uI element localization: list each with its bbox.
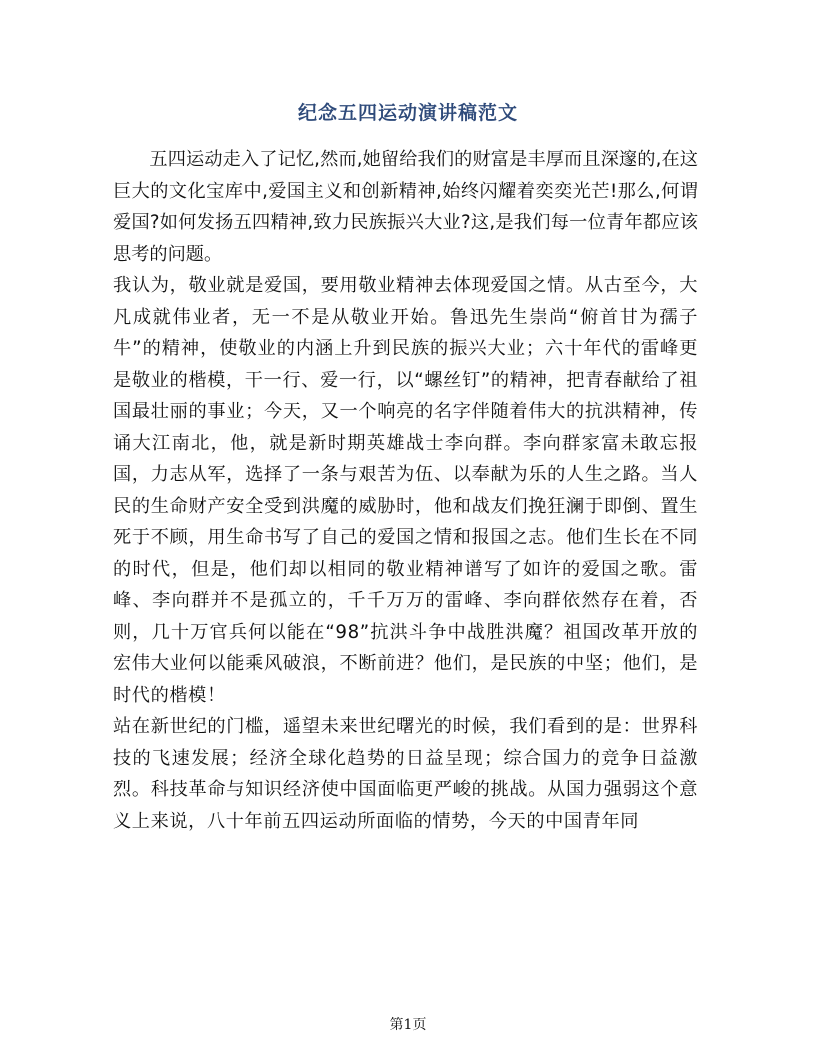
paragraph-2: 我认为，敬业就是爱国，要用敬业精神去体现爱国之情。从古至今，大凡成就伟业者，无一不是从敬业开始。鲁迅先生崇尚“俯首甘为孺子牛”的精神，使敬业的内涵上升到民族的振兴大业；六十年代的雷峰更是敬业的楷模，干一行、爱一行，以“螺丝钉”的精神，把青春献给了祖国最壮丽的事业；今天，又一个响亮的名字伴随着伟大的抗洪精神，传诵大江南北，他，就是新时期英雄战士李向群。李向群家富未敢忘报国，力志从军，选择了一条与艰苦为伍、以奉献为乐的人生之路。当人民的生命财产安全受到洪魔的威胁时，他和战友们挽狂澜于即倒、置生死于不顾，用生命书写了自己的爱国之情和报国之志。他们生长在不同的时代，但是，他们却以相同的敬业精神谱写了如许的爱国之歌。雷峰、李向群并不是孤立的，千千万万的雷峰、李向群依然存在着，否则，几十万官兵何以能在“98”抗洪斗争中战胜洪魔？祖国改革开放的宏伟大业何以能乘风破浪，不断前进？他们，是民族的中坚；他们，是时代的楷模！ (113, 275, 698, 706)
page-number: 第1页 (389, 1017, 427, 1033)
paragraph-3: 站在新世纪的门槛，遥望未来世纪曙光的时候，我们看到的是：世界科技的飞速发展；经济全球化趋势的日益呈现；综合国力的竞争日益激烈。科技革命与知识经济使中国面临更严峻的挑战。从国力强弱这个意义上来说，八十年前五四运动所面临的情势，今天的中国青年同 (113, 716, 698, 832)
document-body (113, 144, 698, 837)
document-title: 纪念五四运动演讲稿范文 (297, 102, 518, 124)
paragraph-1: 五四运动走入了记忆,然而,她留给我们的财富是丰厚而且深邃的,在这巨大的文化宝库中,爱国主义和创新精神,始终闪耀着奕奕光芒!那么,何谓爱国?如何发扬五四精神,致力民族振兴大业?这,是我们每一位青年都应该思考的问题。 (113, 149, 698, 265)
